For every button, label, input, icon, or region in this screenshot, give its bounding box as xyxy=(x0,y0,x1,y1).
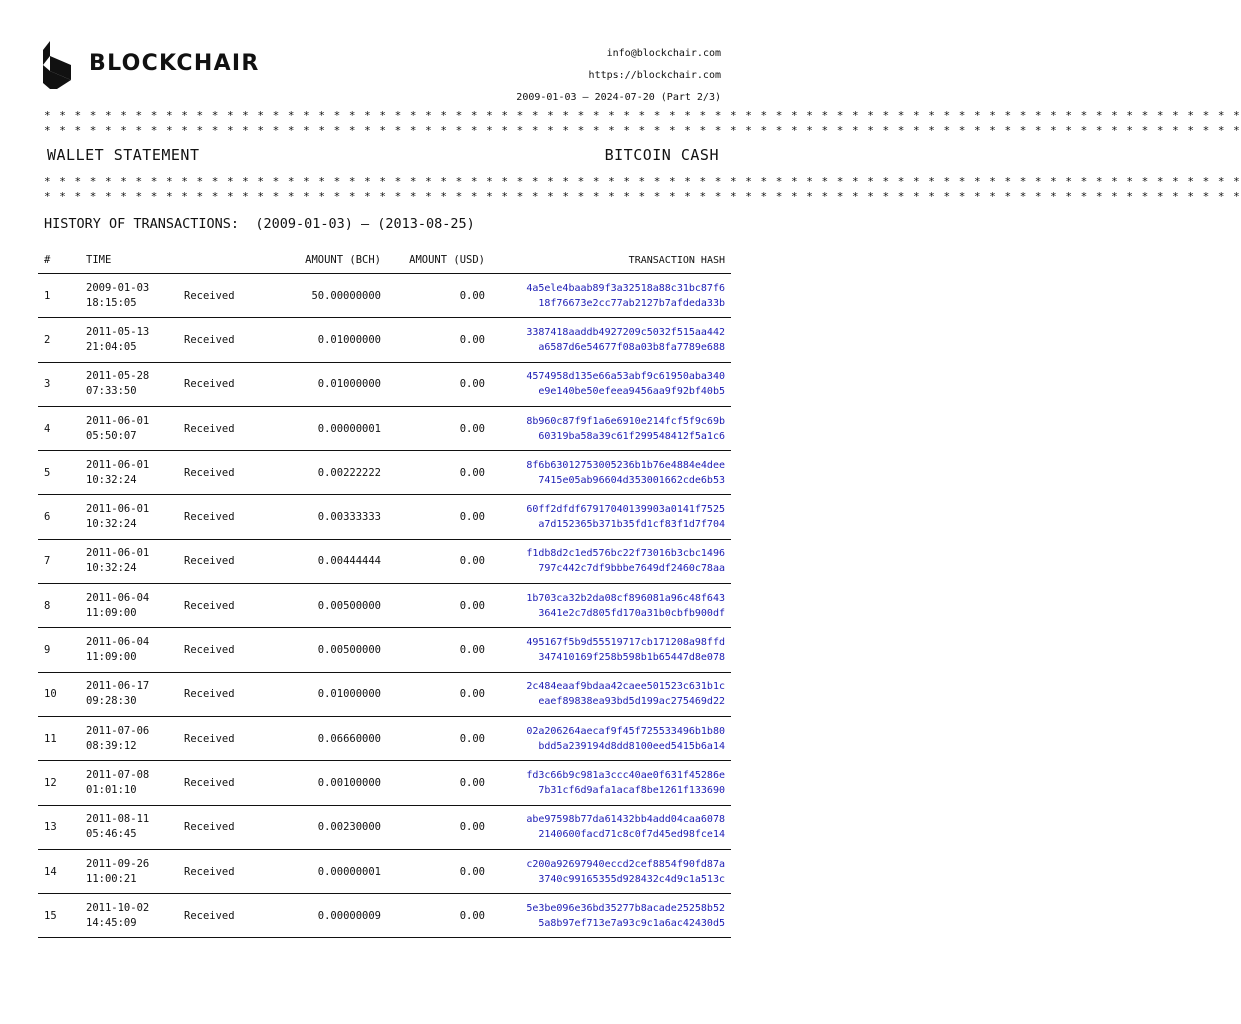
row-index: 12 xyxy=(38,761,80,805)
row-time xyxy=(80,761,178,805)
row-type: Received xyxy=(178,716,290,760)
row-amount-bch: 0.01000000 xyxy=(290,318,387,362)
history-heading xyxy=(44,216,475,232)
row-type: Received xyxy=(178,495,290,539)
hash-line-1[interactable]: c200a92697940eccd2cef8854f90fd87a xyxy=(526,858,725,870)
hash-line-2[interactable]: bdd5a239194d8dd8100eed5415b6a14 xyxy=(538,740,725,752)
row-clock: 21:04:05 xyxy=(86,340,137,353)
table-row xyxy=(38,451,731,495)
hash-line-2[interactable]: 3740c99165355d928432c4d9c1a513c xyxy=(538,873,725,885)
row-amount-bch: 0.00000001 xyxy=(290,849,387,893)
table-row xyxy=(38,805,731,849)
divider-3: * * * * * * * * * * * * * * * * * * * * * * * * * * * * * * * * * * * * * * * * * * * * * * * * * * * * * * * * * * * * * * * * * * * * * * * * * * * * * * * xyxy=(44,175,1241,188)
row-index: 11 xyxy=(38,716,80,760)
row-amount-usd: 0.00 xyxy=(387,406,491,450)
row-type: Received xyxy=(178,761,290,805)
row-amount-usd: 0.00 xyxy=(387,274,491,318)
hash-line-1[interactable]: 495167f5b9d55519717cb171208a98ffd xyxy=(526,637,725,649)
row-amount-bch: 0.00000001 xyxy=(290,406,387,450)
row-time xyxy=(80,805,178,849)
column-header-amount-bch: AMOUNT (BCH) xyxy=(290,247,387,274)
row-time xyxy=(80,894,178,938)
hash-line-2[interactable]: 18f76673e2cc77ab2127b7afdeda33b xyxy=(538,297,725,309)
row-index: 5 xyxy=(38,451,80,495)
hash-line-1[interactable]: 02a206264aecaf9f45f725533496b1b80 xyxy=(526,725,725,737)
row-type: Received xyxy=(178,451,290,495)
row-index: 8 xyxy=(38,584,80,628)
row-clock: 14:45:09 xyxy=(86,916,137,929)
hash-line-1[interactable]: f1db8d2c1ed576bc22f73016b3cbc1496 xyxy=(526,548,725,560)
row-date: 2011-06-04 xyxy=(86,636,150,649)
divider-1: * * * * * * * * * * * * * * * * * * * * * * * * * * * * * * * * * * * * * * * * * * * * * * * * * * * * * * * * * * * * * * * * * * * * * * * * * * * * * * * xyxy=(44,109,1241,122)
history-label: HISTORY OF TRANSACTIONS: xyxy=(44,216,240,232)
hash-line-2[interactable]: eaef89838ea93bd5d199ac275469d22 xyxy=(538,696,725,708)
hash-line-1[interactable]: 3387418aaddb4927209c5032f515aa442 xyxy=(526,326,725,338)
row-type: Received xyxy=(178,274,290,318)
row-clock: 11:09:00 xyxy=(86,606,137,619)
table-row xyxy=(38,761,731,805)
row-type: Received xyxy=(178,362,290,406)
row-index: 1 xyxy=(38,274,80,318)
row-amount-usd: 0.00 xyxy=(387,628,491,672)
row-time xyxy=(80,406,178,450)
contact-website: https://blockchair.com xyxy=(588,70,721,81)
hash-line-2[interactable]: e9e140be50efeea9456aa9f92bf40b5 xyxy=(538,386,725,398)
hash-line-1[interactable]: 60ff2dfdf67917040139903a0141f7525 xyxy=(526,504,725,516)
hash-line-1[interactable]: 8b960c87f9f1a6e6910e214fcf5f9c69b xyxy=(526,415,725,427)
row-amount-usd: 0.00 xyxy=(387,539,491,583)
row-amount-usd: 0.00 xyxy=(387,805,491,849)
hash-line-2[interactable]: 7b31cf6d9afa1acaf8be1261f133690 xyxy=(538,784,725,796)
hash-line-2[interactable]: a6587d6e54677f08a03b8fa7789e688 xyxy=(538,341,725,353)
hash-line-1[interactable]: 2c484eaaf9bdaa42caee501523c631b1c xyxy=(526,681,725,693)
hash-line-1[interactable]: fd3c66b9c981a3ccc40ae0f631f45286e xyxy=(526,769,725,781)
column-header-amount-usd: AMOUNT (USD) xyxy=(387,247,491,274)
row-amount-usd: 0.00 xyxy=(387,362,491,406)
row-type: Received xyxy=(178,894,290,938)
statement-title: WALLET STATEMENT xyxy=(47,146,200,164)
statement-currency: BITCOIN CASH xyxy=(604,146,719,164)
row-clock: 05:50:07 xyxy=(86,429,137,442)
row-transaction-hash[interactable] xyxy=(491,716,731,760)
row-time xyxy=(80,451,178,495)
divider-4: * * * * * * * * * * * * * * * * * * * * * * * * * * * * * * * * * * * * * * * * * * * * * * * * * * * * * * * * * * * * * * * * * * * * * * * * * * * * * * * xyxy=(44,190,1241,203)
row-clock: 08:39:12 xyxy=(86,739,137,752)
hash-line-2[interactable]: 2140600facd71c8c0f7d45ed98fce14 xyxy=(538,829,725,841)
table-row xyxy=(38,716,731,760)
hash-line-1[interactable]: 4574958d135e66a53abf9c61950aba340 xyxy=(526,371,725,383)
row-date: 2009-01-03 xyxy=(86,281,150,294)
row-amount-bch: 0.00500000 xyxy=(290,628,387,672)
row-time xyxy=(80,716,178,760)
row-type: Received xyxy=(178,584,290,628)
row-clock: 10:32:24 xyxy=(86,473,137,486)
row-amount-usd: 0.00 xyxy=(387,495,491,539)
hash-line-1[interactable]: 4a5ele4baab89f3a32518a88c31bc87f6 xyxy=(526,282,725,294)
hash-line-2[interactable]: 3641e2c7d805fd170a31b0cbfb900df xyxy=(538,607,725,619)
row-type: Received xyxy=(178,318,290,362)
row-date: 2011-06-01 xyxy=(86,503,150,516)
row-date: 2011-06-04 xyxy=(86,591,150,604)
row-amount-bch: 0.00444444 xyxy=(290,539,387,583)
row-amount-usd: 0.00 xyxy=(387,318,491,362)
table-row xyxy=(38,849,731,893)
row-date: 2011-05-13 xyxy=(86,325,150,338)
row-clock: 11:09:00 xyxy=(86,651,137,664)
row-amount-bch: 0.00230000 xyxy=(290,805,387,849)
row-index: 13 xyxy=(38,805,80,849)
table-row xyxy=(38,584,731,628)
transactions-table xyxy=(38,247,731,938)
row-index: 7 xyxy=(38,539,80,583)
table-row xyxy=(38,539,731,583)
table-row xyxy=(38,318,731,362)
row-date: 2011-06-01 xyxy=(86,414,150,427)
row-date: 2011-07-08 xyxy=(86,768,150,781)
row-index: 9 xyxy=(38,628,80,672)
hash-line-2[interactable]: 797c442c7df9bbbe7649df2460c78aa xyxy=(538,563,725,575)
hash-line-2[interactable]: 347410169f258b598b1b65447d8e078 xyxy=(538,652,725,664)
row-clock: 07:33:50 xyxy=(86,385,137,398)
divider-2: * * * * * * * * * * * * * * * * * * * * * * * * * * * * * * * * * * * * * * * * * * * * * * * * * * * * * * * * * * * * * * * * * * * * * * * * * * * * * * * xyxy=(44,124,1241,137)
row-amount-usd: 0.00 xyxy=(387,894,491,938)
hash-line-2[interactable]: 5a8b97ef713e7a93c9c1a6ac42430d5 xyxy=(538,917,725,929)
table-row xyxy=(38,495,731,539)
row-index: 10 xyxy=(38,672,80,716)
row-amount-bch: 0.06660000 xyxy=(290,716,387,760)
row-index: 6 xyxy=(38,495,80,539)
table-row xyxy=(38,894,731,938)
row-date: 2011-08-11 xyxy=(86,813,150,826)
column-header-type xyxy=(178,247,290,274)
row-transaction-hash[interactable] xyxy=(491,451,731,495)
row-amount-bch: 0.00000009 xyxy=(290,894,387,938)
row-transaction-hash[interactable] xyxy=(491,761,731,805)
row-transaction-hash[interactable] xyxy=(491,628,731,672)
row-transaction-hash[interactable] xyxy=(491,495,731,539)
row-amount-bch: 0.01000000 xyxy=(290,672,387,716)
row-time xyxy=(80,584,178,628)
row-type: Received xyxy=(178,672,290,716)
hash-line-2[interactable]: 60319ba58a39c61f299548412f5a1c6 xyxy=(538,430,725,442)
row-date: 2011-06-17 xyxy=(86,680,150,693)
row-date: 2011-05-28 xyxy=(86,370,150,383)
row-amount-usd: 0.00 xyxy=(387,672,491,716)
hash-line-2[interactable]: a7d152365b371b35fd1cf83f1d7f704 xyxy=(538,519,725,531)
row-amount-usd: 0.00 xyxy=(387,451,491,495)
row-time xyxy=(80,495,178,539)
column-header-hash: TRANSACTION HASH xyxy=(491,247,731,274)
row-amount-usd: 0.00 xyxy=(387,584,491,628)
row-amount-usd: 0.00 xyxy=(387,849,491,893)
row-date: 2011-06-01 xyxy=(86,458,150,471)
row-time xyxy=(80,318,178,362)
row-amount-bch: 0.00500000 xyxy=(290,584,387,628)
table-row xyxy=(38,672,731,716)
history-range: (2009-01-03) — (2013-08-25) xyxy=(255,216,475,232)
row-time xyxy=(80,362,178,406)
row-amount-usd: 0.00 xyxy=(387,716,491,760)
statement-period: 2009-01-03 — 2024-07-20 (Part 2/3) xyxy=(516,92,721,103)
row-transaction-hash[interactable] xyxy=(491,894,731,938)
row-amount-bch: 0.00333333 xyxy=(290,495,387,539)
row-index: 15 xyxy=(38,894,80,938)
row-type: Received xyxy=(178,406,290,450)
blockchair-logo-icon xyxy=(43,41,73,89)
row-time xyxy=(80,539,178,583)
hash-line-1[interactable]: abe97598b77da61432bb4add04caa6078 xyxy=(526,814,725,826)
row-date: 2011-06-01 xyxy=(86,547,150,560)
row-transaction-hash[interactable] xyxy=(491,274,731,318)
table-row xyxy=(38,362,731,406)
hash-line-2[interactable]: 7415e05ab96604d353001662cde6b53 xyxy=(538,474,725,486)
row-transaction-hash[interactable] xyxy=(491,805,731,849)
row-clock: 10:32:24 xyxy=(86,562,137,575)
brand-name: BLOCKCHAIR xyxy=(89,51,260,76)
row-date: 2011-10-02 xyxy=(86,901,150,914)
table-row xyxy=(38,274,731,318)
row-amount-usd: 0.00 xyxy=(387,761,491,805)
row-transaction-hash[interactable] xyxy=(491,318,731,362)
row-date: 2011-09-26 xyxy=(86,857,150,870)
row-amount-bch: 0.00222222 xyxy=(290,451,387,495)
row-type: Received xyxy=(178,539,290,583)
row-time xyxy=(80,274,178,318)
row-transaction-hash[interactable] xyxy=(491,849,731,893)
row-time xyxy=(80,628,178,672)
row-type: Received xyxy=(178,805,290,849)
row-date: 2011-07-06 xyxy=(86,724,150,737)
row-clock: 05:46:45 xyxy=(86,828,137,841)
column-header-index: # xyxy=(38,247,80,274)
row-index: 3 xyxy=(38,362,80,406)
table-row xyxy=(38,628,731,672)
hash-line-1[interactable]: 5e3be096e36bd35277b8acade25258b52 xyxy=(526,902,725,914)
contact-email: info@blockchair.com xyxy=(606,48,721,59)
hash-line-1[interactable]: 1b703ca32b2da08cf896081a96c48f643 xyxy=(526,592,725,604)
row-clock: 09:28:30 xyxy=(86,695,137,708)
row-index: 4 xyxy=(38,406,80,450)
row-transaction-hash[interactable] xyxy=(491,362,731,406)
row-clock: 11:00:21 xyxy=(86,872,137,885)
table-header xyxy=(38,247,731,274)
row-type: Received xyxy=(178,849,290,893)
row-type: Received xyxy=(178,628,290,672)
column-header-time: TIME xyxy=(80,247,178,274)
row-clock: 01:01:10 xyxy=(86,783,137,796)
hash-line-1[interactable]: 8f6b63012753005236b1b76e4884e4dee xyxy=(526,459,725,471)
row-amount-bch: 0.01000000 xyxy=(290,362,387,406)
row-index: 14 xyxy=(38,849,80,893)
row-clock: 10:32:24 xyxy=(86,518,137,531)
row-amount-bch: 0.00100000 xyxy=(290,761,387,805)
contact-info xyxy=(516,43,721,109)
row-transaction-hash[interactable] xyxy=(491,672,731,716)
row-transaction-hash[interactable] xyxy=(491,584,731,628)
table-row xyxy=(38,406,731,450)
row-time xyxy=(80,849,178,893)
row-transaction-hash[interactable] xyxy=(491,539,731,583)
row-amount-bch: 50.00000000 xyxy=(290,274,387,318)
row-time xyxy=(80,672,178,716)
row-index: 2 xyxy=(38,318,80,362)
row-transaction-hash[interactable] xyxy=(491,406,731,450)
row-clock: 18:15:05 xyxy=(86,296,137,309)
